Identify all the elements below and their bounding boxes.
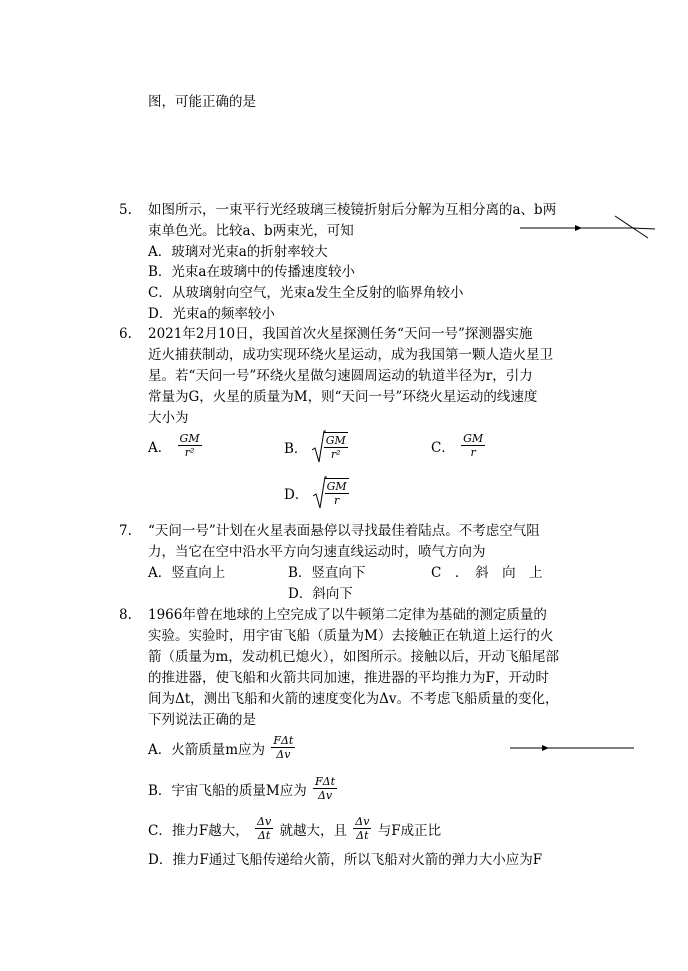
question-stem-line: 如图所示，一束平行光经玻璃三棱镜折射后分解为互相分离的a、b两 <box>148 202 557 218</box>
option-d: D．斜向下 <box>288 586 353 602</box>
question-stem-line: 间为Δt，测出飞船和火箭的速度变化为Δv。不考虑飞船质量的变化， <box>148 691 559 707</box>
option-b: B．光束a在玻璃中的传播速度较小 <box>148 264 355 280</box>
option-c: C．从玻璃射向空气，光束a发生全反射的临界角较小 <box>148 285 464 301</box>
sqrt-expression: $\frac{GM}{\text{r²}}$ <box>312 432 348 461</box>
fraction: $\frac{\Delta v}{\Delta t}$ <box>257 815 272 842</box>
question-stem-line: 大小为 <box>148 410 189 426</box>
question-stem-line: 实验。实验时，用宇宙飞船（质量为M）去接触正在轨道上运行的火 <box>148 628 554 644</box>
spaceship-rocket-figure <box>510 742 636 754</box>
q4-tail-text: 图，可能正确的是 <box>148 94 256 110</box>
fraction: $\frac{\text{FΔt}}{\Delta v}$ <box>315 775 336 802</box>
question-number: 8. <box>119 607 132 623</box>
prism-light-figure <box>520 212 660 242</box>
question-stem-line: 下列说法正确的是 <box>148 712 256 728</box>
option-d: D．光束a的频率较小 <box>148 306 275 322</box>
option-b: B．竖直向下 <box>288 565 366 581</box>
question-number: 6. <box>119 326 132 342</box>
option-a: A．竖直向上 <box>148 565 226 581</box>
question-stem-line: 近火捕获制动，成功实现环绕火星运动，成为我国第一颗人造火星卫 <box>148 347 553 363</box>
fraction: $\frac{\Delta v}{\Delta t}$ <box>355 815 370 842</box>
sqrt-expression: $\frac{GM}{r}$ <box>313 478 349 507</box>
question-stem-line: “天问一号”计划在火星表面悬停以寻找最佳着陆点。不考虑空气阻 <box>148 523 540 539</box>
option-a: A．玻璃对光束a的折射率较大 <box>148 244 328 260</box>
option-c: C．推力F越大， $\frac{\Delta v}{\Delta t}$ 就越大，且 $\frac{\Delta v}{\Delta t}$ 与F成正比 <box>148 815 442 842</box>
option-c: C． $\frac{GM}{r}$ <box>431 432 484 459</box>
fraction: $\frac{\text{FΔt}}{\Delta v}$ <box>273 734 294 761</box>
option-a: A． $\frac{GM}{\text{r²}}$ <box>148 432 200 459</box>
sqrt-icon <box>312 430 326 464</box>
option-a: A．火箭质量m应为 $\frac{\text{FΔt}}{\Delta v}$ <box>148 734 294 761</box>
question-stem-line: 星。若“天问一号”环绕火星做匀速圆周运动的轨道半径为r，引力 <box>148 368 533 384</box>
question-stem-line: 力，当它在空中沿水平方向匀速直线运动时，喷气方向为 <box>148 544 486 560</box>
question-stem-line: 的推进器，使飞船和火箭共同加速，推进器的平均推力为F，开动时 <box>148 670 549 686</box>
question-stem-line: 1966年曾在地球的上空完成了以牛顿第二定律为基础的测定质量的 <box>148 607 547 623</box>
option-d: D． $\frac{GM}{r}$ <box>284 478 349 507</box>
option-d: D．推力F通过飞船传递给火箭，所以飞船对火箭的弹力大小应为F <box>148 852 543 868</box>
option-c: C ． 斜 向 上 <box>431 565 543 581</box>
fraction: $\frac{GM}{r}$ <box>463 432 484 459</box>
option-b: B．宇宙飞船的质量M应为 $\frac{\text{FΔt}}{\Delta v}$ <box>148 775 336 802</box>
question-stem-line: 2021年2月10日，我国首次火星探测任务“天问一号”探测器实施 <box>148 326 533 342</box>
option-b: B． $\frac{GM}{\text{r²}}$ <box>284 432 348 461</box>
question-number: 5. <box>119 202 132 218</box>
question-stem-line: 箭（质量为m，发动机已熄火），如图所示。接触以后，开动飞船尾部 <box>148 649 560 665</box>
fraction: $\frac{GM}{\text{r²}}$ <box>179 432 200 459</box>
question-stem-line: 束单色光。比较a、b两束光，可知 <box>148 223 354 239</box>
sqrt-icon <box>313 476 327 510</box>
question-stem-line: 常量为G，火星的质量为M，则“天问一号”环绕火星运动的线速度 <box>148 389 538 405</box>
question-number: 7. <box>119 523 132 539</box>
